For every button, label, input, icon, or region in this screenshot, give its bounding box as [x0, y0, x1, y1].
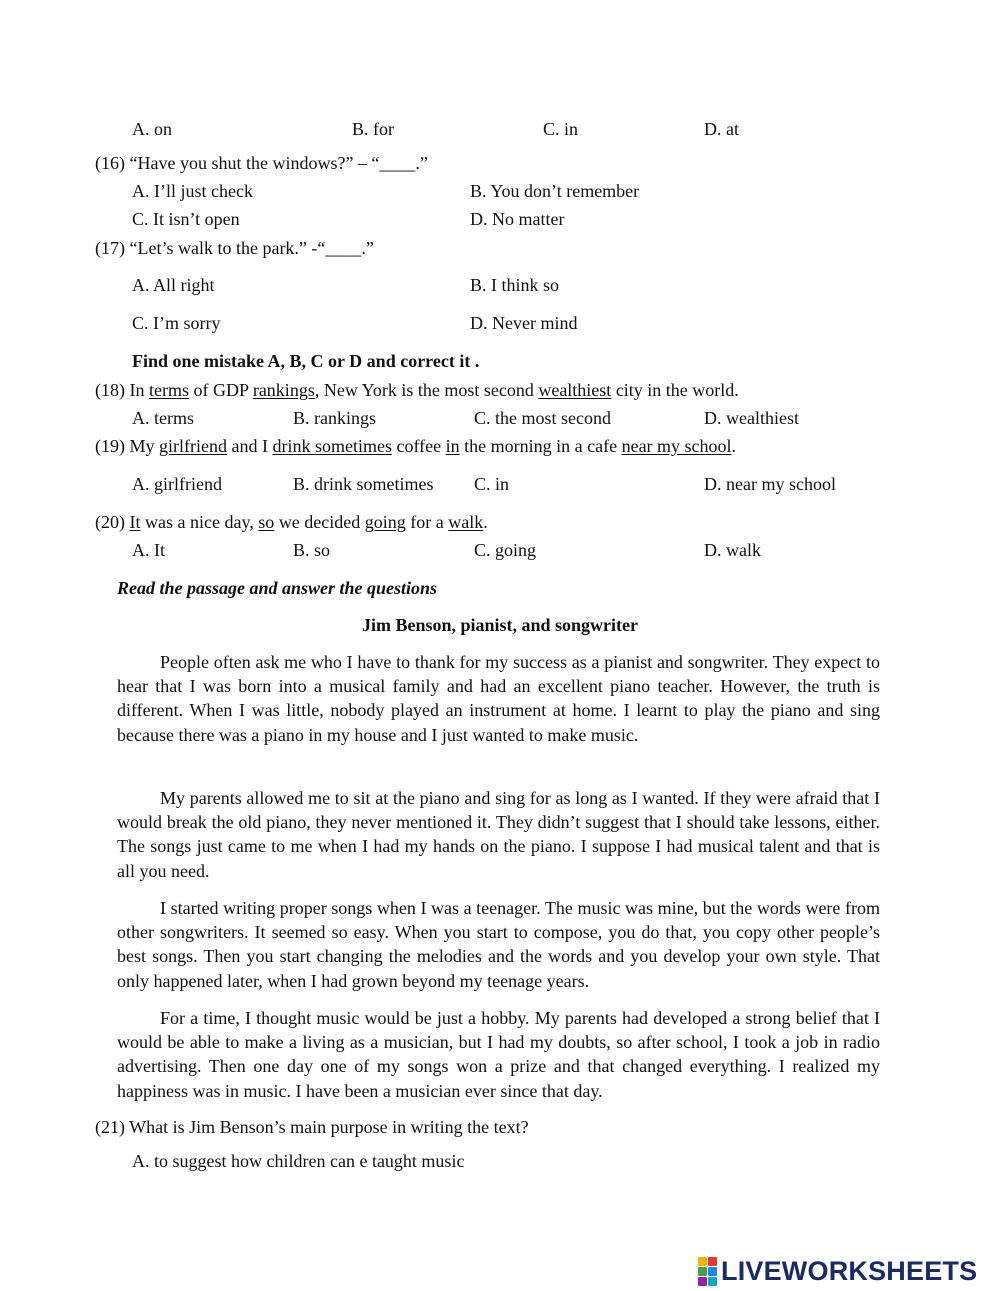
liveworksheets-logo-icon [698, 1257, 717, 1286]
q20-underlined-b: so [258, 512, 275, 532]
q18-text: , New York is the most second [314, 380, 539, 400]
q18-stem [95, 379, 739, 401]
q18-option-b: B. rankings [293, 408, 376, 428]
passage-title: Jim Benson, pianist, and songwriter [361, 615, 639, 635]
q20-option-a: A. It [132, 540, 165, 560]
q16-option-a: A. I’ll just check [132, 181, 253, 201]
q20-stem [95, 511, 488, 533]
q17-option-d: D. Never mind [470, 313, 578, 333]
reading-section-heading: Read the passage and answer the questions [117, 578, 438, 598]
q20-underlined-d: walk [448, 512, 484, 532]
q20-underlined-a: It [129, 512, 141, 532]
q20-option-c: C. going [474, 540, 537, 560]
passage-paragraph-4: For a time, I thought music would be just a hobby. My parents had developed a strong belief that I would be able to make a living as a musician, but I had my doubts, so after school, I took a job in radio advertising. Then one day one of my songs won a prize and that changed everything. I realized my happiness was in music. I have been a musician ever since that day. [117, 1008, 880, 1101]
q20-underlined-c: going [364, 512, 406, 532]
q19-option-d: D. near my school [704, 474, 836, 494]
q18-underlined-a: terms [148, 380, 189, 400]
q21-stem: (21) What is Jim Benson’s main purpose in writing the text? [95, 1117, 529, 1137]
q17-option-a: A. All right [132, 275, 215, 295]
q18-text: of GDP [188, 380, 253, 400]
q17-option-b: B. I think so [470, 275, 560, 295]
q19-option-c: C. in [474, 474, 510, 494]
q19-text: and I [226, 436, 273, 456]
q18-text: city in the world. [611, 380, 739, 400]
passage-paragraph-2: My parents allowed me to sit at the piano and sing for as long as I wanted. If they were afraid that I would break the old piano, they never mentioned it. They didn’t suggest that I should take lessons, either. The songs just came to me when I had my hands on the piano. I suppose I had musical talent and that is all you need. [117, 788, 880, 881]
q19-text: the morning in a cafe [459, 436, 622, 456]
q19-stem [95, 435, 736, 457]
q19-underlined-b: drink sometimes [272, 436, 392, 456]
q18-underlined-d: wealthiest [538, 380, 612, 400]
q15-option-d: D. at [704, 119, 739, 139]
q20-text: was a nice day, [140, 512, 259, 532]
q18-underlined-b: rankings [252, 380, 315, 400]
q20-text: we decided [274, 512, 365, 532]
q19-underlined-d: near my school [621, 436, 732, 456]
liveworksheets-logo-text: LIVEWORKSHEETS [721, 1255, 978, 1286]
q17-stem: (17) “Let’s walk to the park.” -“____.” [95, 238, 374, 258]
q19-text: . [731, 436, 737, 456]
q17-option-c: C. I’m sorry [132, 313, 221, 333]
q20-option-d: D. walk [704, 540, 761, 560]
q20-option-b: B. so [293, 540, 331, 560]
q19-option-a: A. girlfriend [132, 474, 222, 494]
q19-underlined-c: in [445, 436, 460, 456]
q20-text: . [483, 512, 488, 532]
q20-text: for a [405, 512, 449, 532]
q16-option-c: C. It isn’t open [132, 209, 240, 229]
q18-option-c: C. the most second [474, 408, 611, 428]
q19-text: (19) My [95, 436, 159, 456]
liveworksheets-logo [698, 1256, 977, 1286]
q18-option-d: D. wealthiest [704, 408, 799, 428]
q16-option-b: B. You don’t remember [470, 181, 640, 201]
q20-text: (20) [95, 512, 130, 532]
q18-text: (18) In [95, 380, 149, 400]
q18-option-a: A. terms [132, 408, 194, 428]
passage-paragraph-1: People often ask me who I have to thank for my success as a pianist and songwriter. They expect to hear that I was born into a musical family and had an excellent piano teacher. However, the truth is different. When I was little, nobody played an instrument at home. I learnt to play the piano and sing because there was a piano in my house and I just wanted to make music. [117, 652, 880, 745]
q19-text: coffee [391, 436, 446, 456]
q19-underlined-a: girlfriend [159, 436, 227, 456]
mistake-section-heading: Find one mistake A, B, C or D and correct it . [132, 351, 480, 371]
q19-option-b: B. drink sometimes [293, 474, 434, 494]
q15-option-a: A. on [132, 119, 172, 139]
passage-paragraph-3: I started writing proper songs when I was a teenager. The music was mine, but the words were from other songwriters. It seemed so easy. When you start to compose, you do that, you copy other people’s best songs. Then you start changing the melodies and the words and you develop your own style. That only happened later, when I had grown beyond my teenage years. [117, 898, 880, 991]
q16-option-d: D. No matter [470, 209, 565, 229]
q21-option-a: A. to suggest how children can e taught music [132, 1151, 465, 1171]
q15-option-c: C. in [543, 119, 579, 139]
q15-option-b: B. for [352, 119, 394, 139]
q16-stem: (16) “Have you shut the windows?” – “____.” [95, 153, 428, 173]
